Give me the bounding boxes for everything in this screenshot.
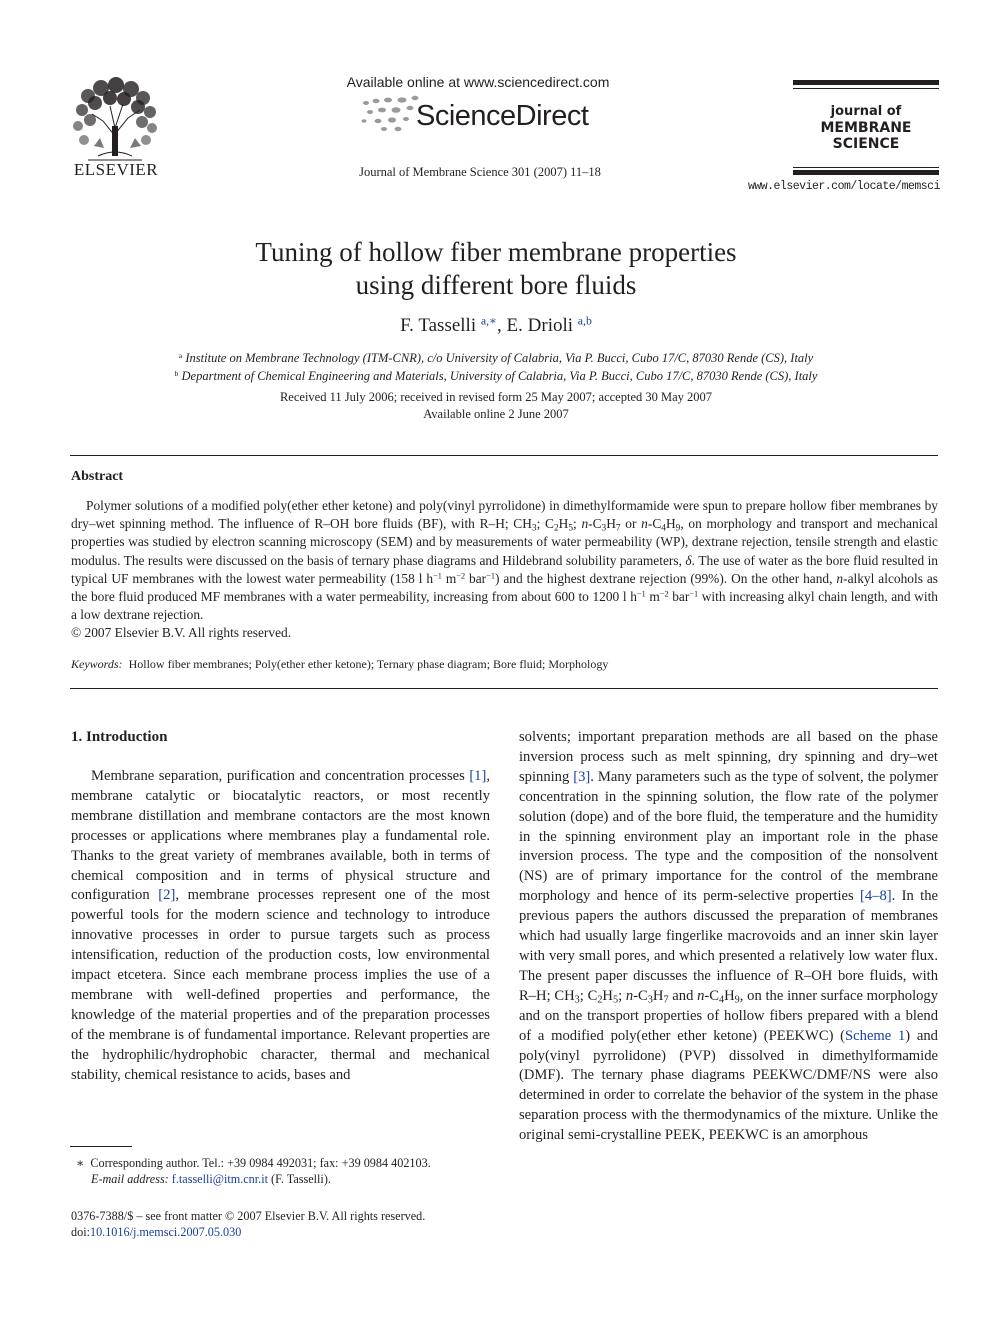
- reference-link[interactable]: [1]: [469, 768, 487, 784]
- journal-logo-text: [793, 104, 939, 152]
- journal-citation: Journal of Membrane Science 301 (2007) 11–18: [359, 165, 601, 179]
- keywords-label: Keywords:: [71, 657, 123, 671]
- available-date: Available online 2 June 2007: [423, 407, 569, 421]
- received-dates: Received 11 July 2006; received in revised form 25 May 2007; accepted 30 May 2007: [279, 390, 713, 404]
- author-affiliation-mark[interactable]: a,∗: [480, 314, 498, 328]
- body-column-right: [519, 728, 938, 1146]
- footnote-corresponding: [76, 1155, 496, 1171]
- logo-rule: [793, 167, 939, 168]
- keywords: [71, 657, 938, 672]
- divider: [70, 455, 938, 456]
- article-title: [150, 236, 842, 302]
- author-name[interactable]: F. Tasselli: [400, 315, 477, 336]
- logo-rule: [793, 80, 939, 85]
- email-owner: (F. Tasselli).: [271, 1172, 331, 1186]
- issn-line: 0376-7388/$ – see front matter © 2007 Elsevier B.V. All rights reserved.: [71, 1209, 426, 1223]
- keywords-text: Hollow fiber membranes; Poly(ether ether ketone); Ternary phase diagram; Bore fluid; Morphology: [128, 657, 609, 671]
- reference-link[interactable]: [4–8]: [860, 888, 892, 905]
- footnote-text: Corresponding author. Tel.: +39 0984 492031; fax: +39 0984 402103.: [90, 1156, 431, 1170]
- doi-label: doi:: [71, 1225, 90, 1239]
- affiliation-mark: a: [178, 350, 183, 360]
- abstract-heading: Abstract: [71, 469, 124, 484]
- author-list: F. Tasselli $^{a,∗}$, E. Drioli $^{a,b}$: [400, 314, 592, 336]
- logo-rule: [793, 170, 939, 175]
- abstract-paragraph: Polymer solutions of a modified poly(ether ether ketone) and poly(vinyl pyrrolidone) in dimethylformamide were spun to prepare hollow fiber membranes by dry–wet spinning method. The influence of R‒OH bore fluids (BF), with R‒H; $CH_3$; $C_2H_5$; $n-C_3H_7$ or $n-C_4H_9$, on morphology and transport and mechanical properties was studied by electron scanning microscopy (SEM) and by measurements of water permeability (WP), dextrane rejection, tensile strength and elastic modulus. The results were discussed on the basis of ternary phase diagrams and Hildebrand solubility parameters, δ. The use of water as the bore fluid resulted in typical UF membranes with the lowest water permeability (158 l $h^{-1}$ $m^{-2}$ bar$^{-1}$) and the highest dextrane rejection (99%). On the other hand, n-alkyl alcohols as the bore fluid produced MF membranes with a water permeability, increasing from about 600 to 1200 l $h^{-1}$ $m^{-2}$ bar$^{-1}$ with increasing alkyl chain length, and with a low dextrane rejection.: [71, 498, 938, 623]
- footnote-email: [91, 1171, 511, 1187]
- logo-line: SCIENCE: [832, 136, 900, 152]
- body-column-left: [71, 767, 490, 1086]
- affiliation-a: [100, 351, 892, 366]
- title-line: using different bore fluids: [355, 270, 637, 300]
- doi-line: [71, 1225, 241, 1240]
- available-online-text[interactable]: Available online at www.sciencedirect.com: [346, 74, 610, 90]
- author-affiliation-mark[interactable]: a,b: [577, 314, 592, 328]
- reference-link[interactable]: [2]: [158, 887, 176, 904]
- affiliation-mark: b: [174, 368, 179, 378]
- title-line: Tuning of hollow fiber membrane properties: [255, 237, 737, 267]
- affiliation-b: [100, 369, 892, 384]
- logo-line: journal of: [830, 104, 902, 119]
- logo-line: MEMBRANE: [820, 120, 912, 136]
- email-label: E-mail address:: [91, 1172, 169, 1186]
- author-name[interactable]: E. Drioli: [506, 315, 574, 336]
- footnote-marker: ∗: [76, 1156, 85, 1170]
- body-paragraph: Membrane separation, purification and concentration processes [1], membrane catalytic or biocatalytic reactors, or most recently membrane distillation and membrane contactors are the most known processes or applications where membranes play a fundamental role. Thanks to the great variety of membranes available, both in terms of chemical composition and in terms of physical structure and configuration [2], membrane processes represent one of the most powerful tools for the modern science and technology to introduce innovative processes in order to pursue targets such as process intensification, reduction of the production costs, low environmental impact etcetera. Since each membrane process implies the use of a membrane with well-defined properties and performance, the knowledge of the material properties and of the preparation processes of the membrane is of fundamental importance. Relevant properties are the hydrophilic/hydrophobic character, thermal and mechanical stability, chemical resistance to acids, bases and: [71, 768, 490, 1083]
- section-heading: 1. Introduction: [71, 729, 168, 745]
- affiliation-text: Institute on Membrane Technology (ITM-CNR), c/o University of Calabria, Via P. Bucci, Cubo 17/C, 87030 Rende (CS), Italy: [185, 351, 814, 365]
- publisher-name: ELSEVIER: [73, 160, 159, 179]
- email-link[interactable]: f.tasselli@itm.cnr.it: [171, 1172, 268, 1186]
- journal-logo: [793, 80, 939, 178]
- affiliation-text: Department of Chemical Engineering and Materials, University of Calabria, Via P. Bucci, Cubo 17/C, 87030 Rende (CS), Italy: [181, 369, 818, 383]
- journal-url[interactable]: www.elsevier.com/locate/memsci: [747, 180, 940, 193]
- body-paragraph: solvents; important preparation methods are all based on the phase inversion process such as melt spinning, dry spinning and dry–wet spinning [3]. Many parameters such as the type of solvent, the polymer concentration in the spinning solution, the flow rate of the polymer solution (dope) and of the bore fluid, the temperature and the humidity in the spinning environment play an important role in the phase inversion process. The type and the composition of the nonsolvent (NS) are of primary importance for the control of the membrane morphology and hence of its perm-selective properties [4–8]. In the previous papers the authors discussed the preparation of membranes which had usually large fingerlike macrovoids and an inner skin layer with very small pores, and which presented a relatively low water flux. The present paper discusses the influence of R‒OH bore fluids, with R‒H; $CH_3$; $C_2H_5$; $n-C_3H_7$ and $n-C_4H_9$, on the inner surface morphology and on the transport properties of hollow fibers prepared with a blend of a modified poly(ether ether ketone) (PEEKWC) (Scheme 1) and poly(vinyl pyrrolidone) (PVP) dissolved in dimethylformamide (DMF). The ternary phase diagrams PEEKWC/DMF/NS were also determined in order to correlate the behavior of the system in the phase separation process with the thermodynamics of the mixture. Unlike the original semi-crystalline PEEK, PEEKWC is an amorphous: [519, 729, 939, 1144]
- logo-rule: [793, 88, 939, 89]
- doi-link[interactable]: 10.1016/j.memsci.2007.05.030: [89, 1225, 242, 1239]
- divider: [70, 688, 938, 689]
- footnote-rule: [70, 1146, 132, 1147]
- abstract-copyright: © 2007 Elsevier B.V. All rights reserved.: [71, 625, 292, 640]
- sciencedirect-wordmark: ScienceDirect: [416, 100, 589, 132]
- scheme-link[interactable]: Scheme 1: [845, 1027, 906, 1044]
- reference-link[interactable]: [3]: [573, 768, 591, 785]
- abstract-text: [71, 497, 938, 624]
